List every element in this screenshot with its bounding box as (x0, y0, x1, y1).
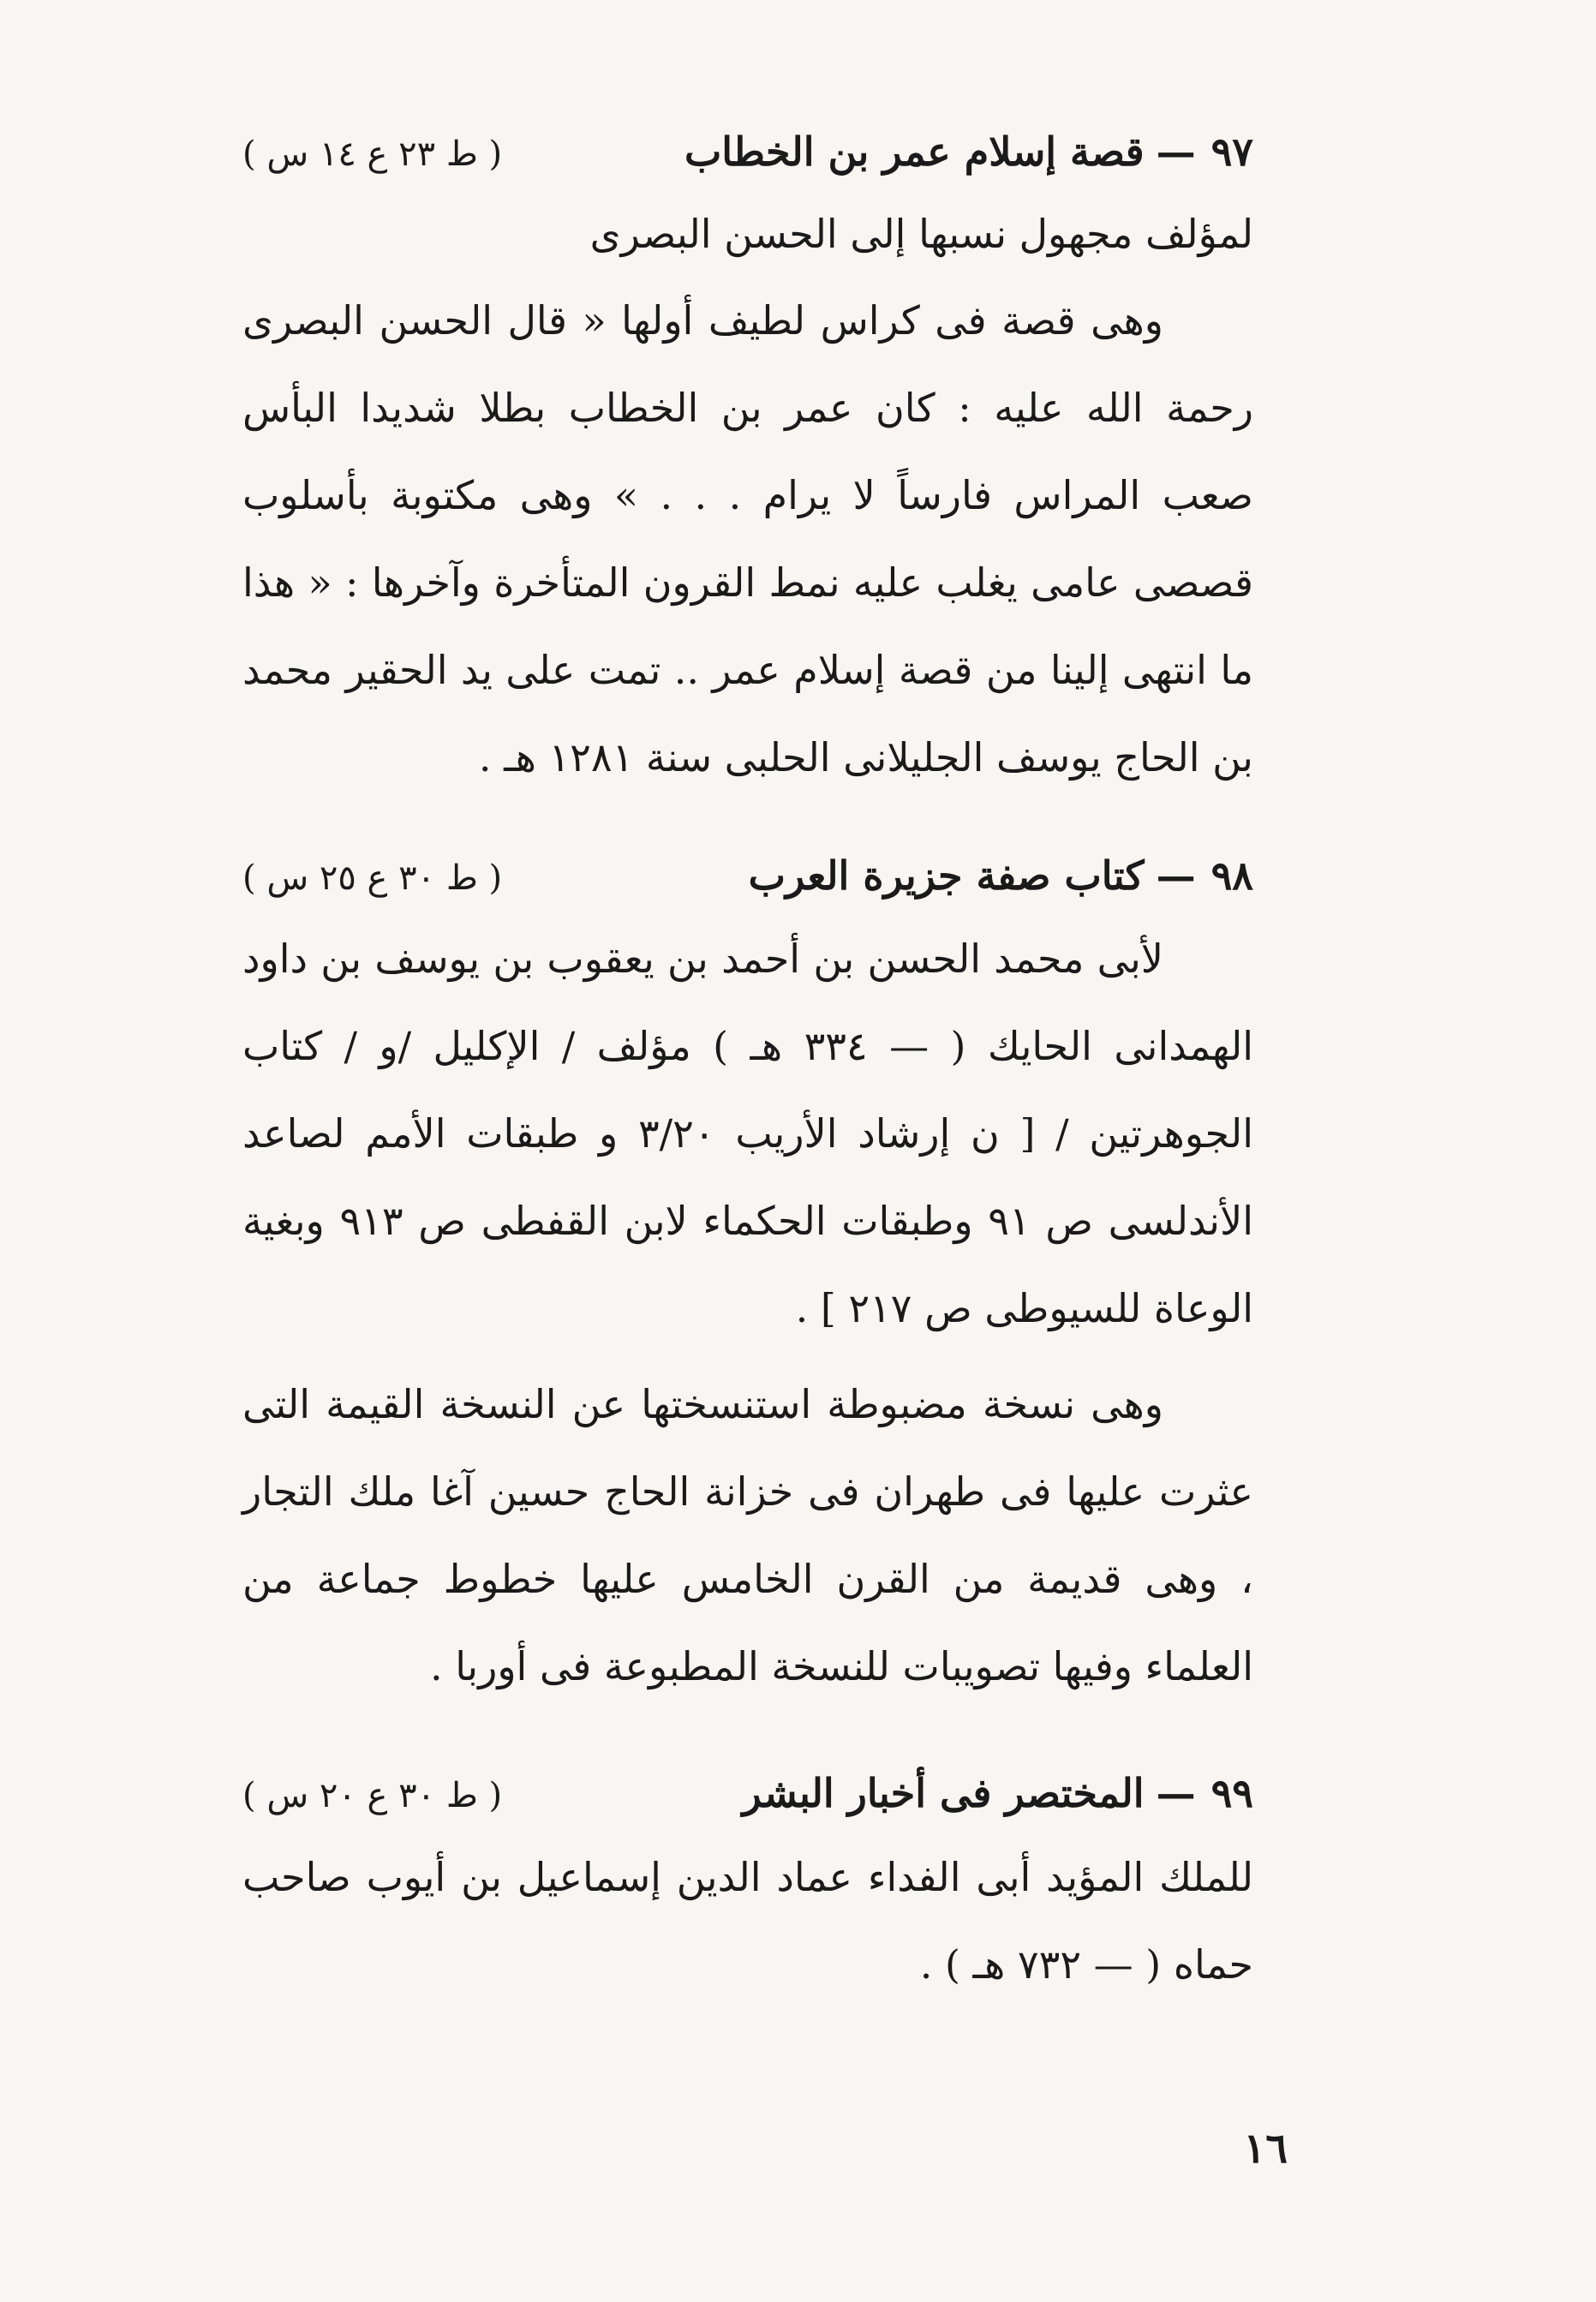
entry-98-header (242, 852, 1253, 900)
entry-98-dimensions: ( ط ٣٠ ع ٢٥ س ) (242, 858, 503, 899)
entry-99-dimensions: ( ط ٣٠ ع ٢٠ س ) (242, 1776, 503, 1816)
entry-97-title: قصة إسلام عمر بن الخطاب (684, 129, 1145, 175)
entry-98-paragraph-2: وهى نسخة مضبوطة استنسختها عن النسخة القيمة التى عثرت عليها فى طهران فى خزانة الحاج حسين آغا ملك التجار ، وهى قديمة من القرن الخامس عليها خطوط جماعة من العلماء وفيها تصويبات للنسخة المطبوعة فى أوربا . (242, 1381, 1253, 1690)
entry-99-header (242, 1770, 1253, 1817)
entry-97-paragraph-1: وهى قصة فى كراس لطيف أولها « قال الحسن البصرى رحمة الله عليه : كان عمر بن الخطاب بطلا شديدا البأس صعب المراس فارساً لا يرام . . . » وهى مكتوبة بأسلوب قصصى عامى يغلب عليه نمط القرون المتأخرة وآخرها : « هذا ما انتهى إلينا من قصة إسلام عمر .. تمت على يد الحقير محمد بن الحاج يوسف الجليلانى الحلبى سنة ١٢٨١ هـ . (242, 297, 1254, 781)
entry-99-paragraph-1: للملك المؤيد أبى الفداء عماد الدين إسماعيل بن أيوب صاحب حماه ( — ٧٣٢ هـ ) . (242, 1853, 1253, 1988)
entry-97-number: ٩٧ (1210, 129, 1253, 175)
entry-98-heading (749, 852, 1253, 900)
entry-98-number: ٩٨ (1210, 852, 1253, 900)
entry-99-title: المختصر فى أخبار البشر (742, 1770, 1145, 1817)
page-number: ١٦ (1243, 2125, 1288, 2173)
entry-97-dimensions: ( ط ٢٣ ع ١٤ س ) (242, 135, 503, 174)
entry-99-number: ٩٩ (1210, 1770, 1253, 1817)
entry-98-dash: — (1156, 852, 1196, 900)
entry-98-paragraph-1: لأبى محمد الحسن بن أحمد بن يعقوب بن يوسف بن داود الهمدانى الحايك ( — ٣٣٤ هـ ) مؤلف / الإكليل /و / كتاب الجوهرتين / [ ن إرشاد الأريب ٣/٢٠ و طبقات الأمم لصاعد الأندلسى ص ٩١ وطبقات الحكماء لابن القفطى ص ٩١٣ وبغية الوعاة للسيوطى ص ٢١٧ ] . (242, 936, 1254, 1332)
entry-97-dash: — (1156, 129, 1196, 175)
entry-99-heading (743, 1770, 1253, 1817)
entry-99-dash: — (1156, 1770, 1196, 1817)
entry-98-title: كتاب صفة جزيرة العرب (748, 852, 1145, 900)
entry-97-author: لمؤلف مجهول نسبها إلى الحسن البصرى (589, 211, 1253, 258)
text-block (242, 129, 1253, 2008)
entry-97-header (242, 129, 1253, 176)
entry-97-heading (684, 129, 1253, 176)
